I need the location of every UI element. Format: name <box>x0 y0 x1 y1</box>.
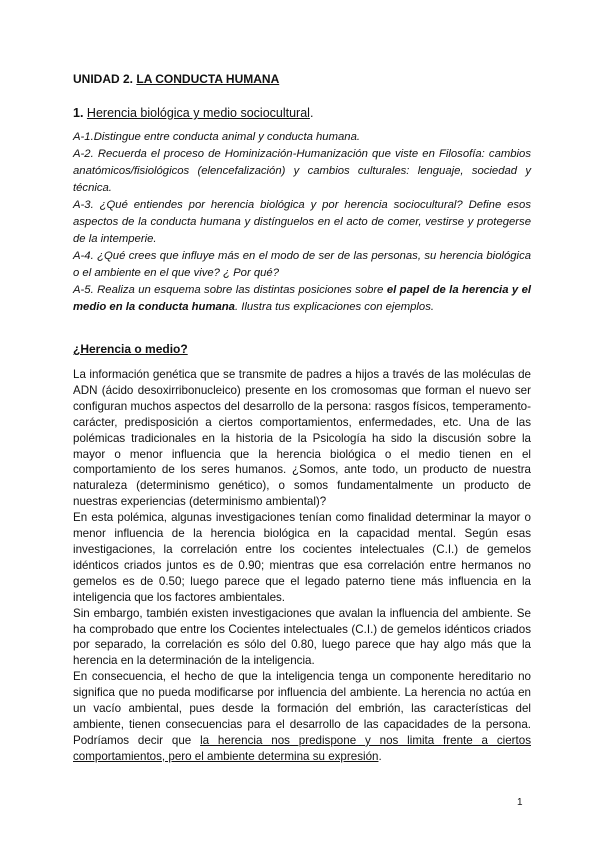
unit-prefix: UNIDAD 2. <box>73 72 134 86</box>
subheading: ¿Herencia o medio? <box>73 342 188 356</box>
page-number: 1 <box>517 797 523 808</box>
activity-item: A-3. ¿Qué entiendes por herencia biológica y por herencia sociocultural? Define esos aspectos de la conducta humana y distínguelos en el acto de comer, vestirse y protegerse de la intemperie. <box>73 199 531 245</box>
page-content <box>73 72 531 765</box>
section-name: Herencia biológica y medio sociocultural <box>86 106 310 120</box>
paragraph-text-end: . <box>378 749 382 763</box>
activity-item: A-1.Distingue entre conducta animal y conducta humana. <box>73 131 360 143</box>
activity-item: A-2. Recuerda el proceso de Hominización-Humanización que viste en Filosofía: cambios anatómicos/fisiológicos (elencefalización) y cambios culturales: lenguaje, sociedad y técnica. <box>73 148 531 194</box>
unit-title <box>73 72 531 86</box>
body-text <box>73 367 531 765</box>
paragraph <box>73 669 531 764</box>
section-end: . <box>309 106 314 120</box>
unit-name: LA CONDUCTA HUMANA <box>136 72 280 86</box>
activity5-bold-text: el papel de la herencia y el medio en la conducta humana <box>73 284 531 313</box>
paragraph: La información genética que se transmite de padres a hijos a través de las moléculas de ADN (ácido desoxirribonucleico) presente en los cromosomas que forman el nuevo ser configuran muchos aspectos del desarrollo de la persona: rasgos físicos, temperamento-carácter, predisposición a ciertos comportamientos, enfermedades, etc. Una de las polémicas tradicionales en la historia de la Psicología ha sido la discusión sobre la mayor o menor influencia que la herencia biológica o el medio tienen en el comportamiento de los seres humanos. ¿Somos, ante todo, un producto de nuestra naturaleza (determinismo genético), o somos fundamentalmente un producto de nuestras experiencias (determinismo ambiental)? <box>73 368 531 509</box>
activity-item <box>73 282 531 316</box>
activity5-text-start: A-5. Realiza un esquema sobre las distintas posiciones sobre <box>73 284 387 296</box>
underlined-conclusion: la herencia nos predispone y nos limita frente a ciertos comportamientos, pero el ambiente determina su expresión <box>73 733 531 763</box>
paragraph: En esta polémica, algunas investigaciones tenían como finalidad determinar la mayor o menor influencia de la herencia biológica en la capacidad mental. Según esas investigaciones, la correlación entre los cocientes intelectuales (C.I.) de gemelos idénticos criados juntos es de 0.90; mientras que esa correlación entre hermanos no gemelos es de 0.50; luego parece que el legado paterno tiene más influencia en la inteligencia que los factores ambientales. <box>73 511 531 604</box>
activities-list <box>73 129 531 316</box>
paragraph-text-start: En consecuencia, el hecho de que la inteligencia tenga un componente hereditario no significa que no pueda modificarse por influencia del ambiente. La herencia no actúa en un vacío ambiental, pues desde la formación del embrión, las características del ambiente, tienen consecuencias para el desarrollo de las capacidades de la persona. Podríamos decir que <box>73 670 531 747</box>
activity5-text-end: . Ilustra tus explicaciones con ejemplos. <box>234 301 435 313</box>
paragraph: Sin embargo, también existen investigaciones que avalan la influencia del ambiente. Se ha comprobado que entre los Cocientes intelectuales (C.I.) de gemelos idénticos criados por separado, la correlación es sólo del 0.80, luego parece que hay algo más que la herencia en la determinación de la inteligencia. <box>73 606 531 668</box>
section-title: 1. Herencia biológica y medio sociocultural. <box>73 106 314 120</box>
section-number: 1 <box>73 106 80 120</box>
activity-item: A-4. ¿Qué crees que influye más en el modo de ser de las personas, su herencia biológica o el ambiente en el que vive? ¿ Por qué? <box>73 250 531 279</box>
